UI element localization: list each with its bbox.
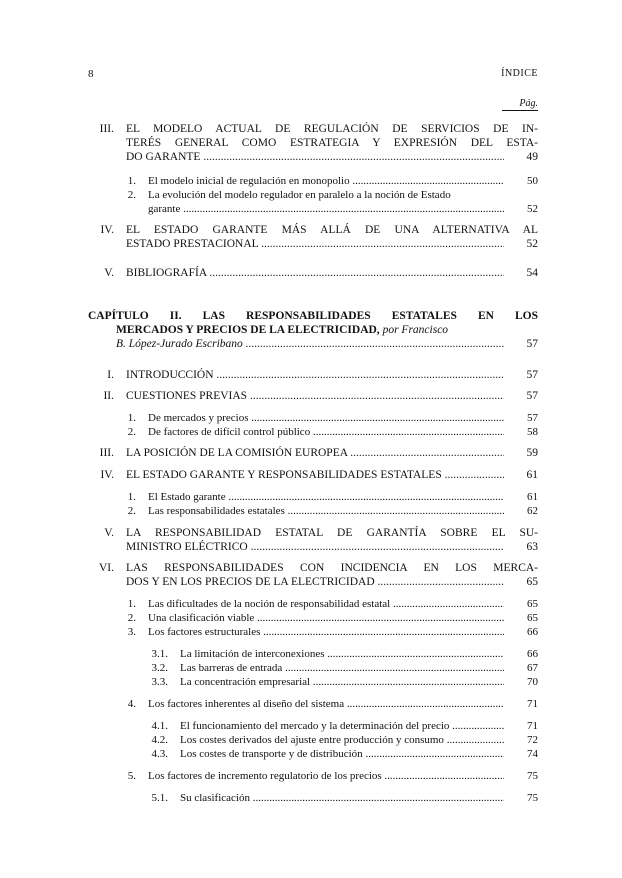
entry-title-line: garante ..... bbox=[148, 203, 504, 215]
entry-page: 75 bbox=[527, 770, 538, 782]
entry-page: 57 bbox=[527, 412, 538, 424]
toc-entry[interactable] bbox=[88, 368, 538, 382]
entry-number: I. bbox=[107, 369, 114, 381]
toc-entry[interactable] bbox=[88, 697, 538, 711]
entry-title: Los costes derivados del ajuste entre producción y consumo ..... bbox=[180, 734, 504, 746]
toc-entry[interactable] bbox=[88, 661, 538, 675]
entry-number: 4.2. bbox=[151, 734, 168, 746]
entry-number: IV. bbox=[100, 224, 114, 236]
entry-title: El Estado garante ..... bbox=[148, 491, 504, 503]
chapter-author: B. López-Jurado Escribano ..... bbox=[116, 338, 504, 350]
entry-title-line: DO GARANTE ..... bbox=[126, 151, 504, 163]
entry-page: 58 bbox=[527, 426, 538, 438]
entry-page: 65 bbox=[527, 598, 538, 610]
entry-number: 4.1. bbox=[151, 720, 168, 732]
entry-number: III. bbox=[99, 123, 114, 135]
entry-number: 5. bbox=[127, 770, 136, 782]
entry-title: Las responsabilidades estatales ..... bbox=[148, 505, 504, 517]
entry-title-line: MINISTRO ELÉCTRICO ..... bbox=[126, 541, 504, 553]
toc-entry[interactable] bbox=[88, 468, 538, 482]
entry-title: Su clasificación ..... bbox=[180, 792, 504, 804]
entry-title: Una clasificación viable ..... bbox=[148, 612, 504, 624]
entry-page: 71 bbox=[527, 720, 538, 732]
entry-number: 3. bbox=[127, 626, 136, 638]
entry-title-line: La evolución del modelo regulador en paralelo a la noción de Estado bbox=[148, 189, 451, 201]
entry-title-line: DOS Y EN LOS PRECIOS DE LA ELECTRICIDAD ..... bbox=[126, 576, 504, 588]
toc-entry[interactable] bbox=[88, 174, 538, 188]
toc-entry[interactable] bbox=[88, 389, 538, 403]
toc-entry[interactable] bbox=[88, 266, 538, 280]
entry-number: 5.1. bbox=[151, 792, 168, 804]
toc-entry[interactable] bbox=[88, 733, 538, 747]
entry-page: 54 bbox=[526, 267, 538, 279]
chapter-author: por Francisco bbox=[379, 324, 449, 336]
entry-number: 2. bbox=[127, 189, 136, 201]
page-number: 8 bbox=[88, 68, 94, 80]
entry-page: 72 bbox=[527, 734, 538, 746]
entry-page: 63 bbox=[526, 541, 538, 553]
entry-number: 3.2. bbox=[151, 662, 168, 674]
entry-title: EL ESTADO GARANTE Y RESPONSABILIDADES ESTATALES ..... bbox=[126, 469, 504, 481]
toc-entry[interactable] bbox=[88, 223, 538, 251]
entry-title: La concentración empresarial ..... bbox=[180, 676, 504, 688]
entry-number: 2. bbox=[127, 505, 136, 517]
toc-entry[interactable] bbox=[88, 188, 538, 216]
entry-number: 1. bbox=[127, 491, 136, 503]
entry-number: 1. bbox=[127, 412, 136, 424]
entry-page: 57 bbox=[526, 390, 538, 402]
entry-number: V. bbox=[104, 527, 114, 539]
toc-entry[interactable] bbox=[88, 122, 538, 164]
entry-page: 52 bbox=[527, 203, 538, 215]
entry-title: De mercados y precios ..... bbox=[148, 412, 504, 424]
toc-entry[interactable] bbox=[88, 791, 538, 805]
entry-number: 4.3. bbox=[151, 748, 168, 760]
entry-title: Los costes de transporte y de distribución ..... bbox=[180, 748, 504, 760]
entry-title: Los factores inherentes al diseño del sistema ..... bbox=[148, 698, 504, 710]
toc-entry[interactable] bbox=[88, 611, 538, 625]
entry-number: VI. bbox=[98, 562, 114, 574]
entry-number: V. bbox=[104, 267, 114, 279]
entry-number: 2. bbox=[127, 426, 136, 438]
toc-entry[interactable] bbox=[88, 647, 538, 661]
entry-page: 61 bbox=[526, 469, 538, 481]
entry-page: 50 bbox=[527, 175, 538, 187]
entry-number: 1. bbox=[127, 175, 136, 187]
entry-title: Las dificultades de la noción de responsabilidad estatal ..... bbox=[148, 598, 504, 610]
entry-title-line: TERÉS GENERAL COMO ESTRATEGIA Y EXPRESIÓN DEL ESTA- bbox=[126, 137, 538, 149]
entry-title-line: LA RESPONSABILIDAD ESTATAL DE GARANTÍA SOBRE EL SU- bbox=[126, 527, 538, 539]
toc-entry[interactable] bbox=[88, 719, 538, 733]
entry-number: 2. bbox=[127, 612, 136, 624]
toc-entry[interactable] bbox=[88, 504, 538, 518]
entry-page: 62 bbox=[527, 505, 538, 517]
entry-page: 66 bbox=[527, 648, 538, 660]
page-column-label: Pág. bbox=[502, 98, 538, 111]
toc-entry[interactable] bbox=[88, 561, 538, 589]
entry-title-line: ESTADO PRESTACIONAL ..... bbox=[126, 238, 504, 250]
running-head: ÍNDICE bbox=[501, 68, 538, 79]
entry-title: Los factores estructurales ..... bbox=[148, 626, 504, 638]
entry-page: 59 bbox=[526, 447, 538, 459]
entry-title: La limitación de interconexiones ..... bbox=[180, 648, 504, 660]
entry-number: II. bbox=[103, 390, 114, 402]
entry-page: 70 bbox=[527, 676, 538, 688]
table-of-contents bbox=[88, 0, 538, 878]
toc-entry[interactable] bbox=[88, 747, 538, 761]
entry-page: 75 bbox=[527, 792, 538, 804]
entry-title: LA POSICIÓN DE LA COMISIÓN EUROPEA ..... bbox=[126, 447, 504, 459]
entry-page: 57 bbox=[526, 338, 538, 350]
entry-page: 67 bbox=[527, 662, 538, 674]
entry-title-line: LAS RESPONSABILIDADES CON INCIDENCIA EN LOS MERCA- bbox=[126, 562, 538, 574]
entry-page: 49 bbox=[526, 151, 538, 163]
chapter-title-line: MERCADOS Y PRECIOS DE LA ELECTRICIDAD, bbox=[116, 324, 380, 336]
entry-title: BIBLIOGRAFÍA ..... bbox=[126, 267, 504, 279]
toc-entry[interactable] bbox=[88, 490, 538, 504]
entry-number: 3.1. bbox=[151, 648, 168, 660]
entry-number: 4. bbox=[127, 698, 136, 710]
chapter-heading[interactable] bbox=[88, 309, 538, 351]
entry-page: 52 bbox=[526, 238, 538, 250]
entry-page: 74 bbox=[527, 748, 538, 760]
toc-entry[interactable] bbox=[88, 425, 538, 439]
entry-title: El modelo inicial de regulación en monopolio ..... bbox=[148, 175, 504, 187]
entry-title: Las barreras de entrada ..... bbox=[180, 662, 504, 674]
entry-page: 57 bbox=[526, 369, 538, 381]
entry-page: 66 bbox=[527, 626, 538, 638]
entry-page: 65 bbox=[527, 612, 538, 624]
chapter-title-line: CAPÍTULO II. LAS RESPONSABILIDADES ESTATALES EN LOS bbox=[88, 310, 538, 322]
toc-entry[interactable] bbox=[88, 446, 538, 460]
entry-title: CUESTIONES PREVIAS ..... bbox=[126, 390, 504, 402]
entry-number: 1. bbox=[127, 598, 136, 610]
entry-title: El funcionamiento del mercado y la determinación del precio ..... bbox=[180, 720, 504, 732]
toc-entry[interactable] bbox=[88, 675, 538, 689]
toc-entry[interactable] bbox=[88, 625, 538, 639]
entry-number: III. bbox=[99, 447, 114, 459]
entry-number: IV. bbox=[100, 469, 114, 481]
entry-number: 3.3. bbox=[151, 676, 168, 688]
toc-entry[interactable] bbox=[88, 526, 538, 554]
toc-entry[interactable] bbox=[88, 769, 538, 783]
entry-title-line: EL MODELO ACTUAL DE REGULACIÓN DE SERVICIOS DE IN- bbox=[126, 123, 538, 135]
entry-title: Los factores de incremento regulatorio de los precios ..... bbox=[148, 770, 504, 782]
entry-page: 71 bbox=[527, 698, 538, 710]
entry-page: 65 bbox=[526, 576, 538, 588]
entry-title: De factores de difícil control público ..... bbox=[148, 426, 504, 438]
entry-title: INTRODUCCIÓN ..... bbox=[126, 369, 504, 381]
entry-page: 61 bbox=[527, 491, 538, 503]
toc-entry[interactable] bbox=[88, 597, 538, 611]
entry-title-line: EL ESTADO GARANTE MÁS ALLÁ DE UNA ALTERNATIVA AL bbox=[126, 224, 538, 236]
toc-entry[interactable] bbox=[88, 411, 538, 425]
